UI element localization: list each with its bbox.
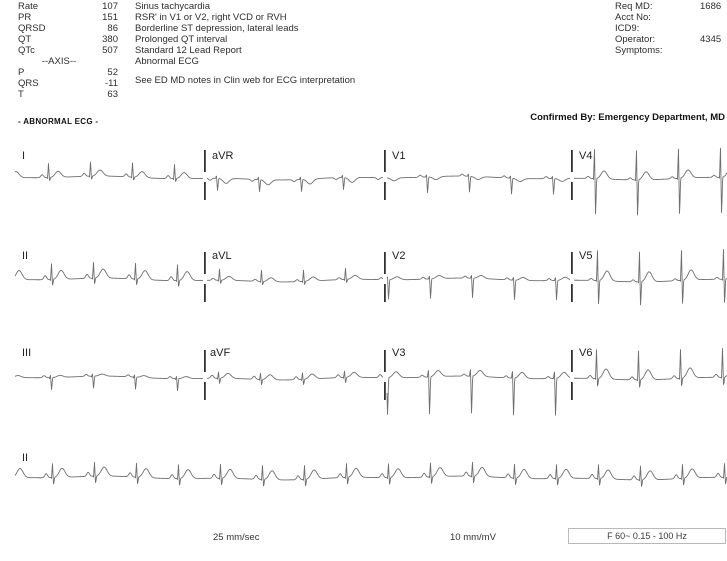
lead-trace-V4 bbox=[574, 148, 727, 215]
lead-trace-V3 bbox=[387, 370, 570, 415]
interpretation-line: RSR' in V1 or V2, right VCD or RVH bbox=[135, 12, 287, 23]
lead-separator-tick bbox=[384, 252, 386, 274]
lead-separator-tick bbox=[571, 382, 573, 400]
filter-settings-box bbox=[568, 528, 726, 544]
lead-label-III: III bbox=[22, 347, 32, 359]
lead-separator-tick bbox=[571, 252, 573, 274]
lead-separator-tick bbox=[204, 252, 206, 274]
lead-label-V3: V3 bbox=[392, 347, 406, 359]
measurement-value: 107 bbox=[102, 1, 118, 12]
measurement-label: QTc bbox=[18, 45, 35, 56]
lead-trace-V1 bbox=[387, 174, 570, 194]
admin-label: ICD9: bbox=[615, 23, 640, 34]
gain-label: 10 mm/mV bbox=[450, 532, 496, 543]
lead-trace-aVL bbox=[207, 268, 383, 284]
lead-label-aVL: aVL bbox=[212, 250, 232, 262]
measurement-value: 380 bbox=[102, 34, 118, 45]
filter-settings-label: F 60~ 0.15 - 100 Hz bbox=[607, 531, 687, 541]
measurement-label: QRSD bbox=[18, 23, 46, 34]
paper-speed-label: 25 mm/sec bbox=[213, 532, 260, 543]
interpretation-line: Prolonged QT interval bbox=[135, 34, 228, 45]
lead-trace-III bbox=[15, 374, 203, 391]
measurement-value: 63 bbox=[107, 89, 118, 100]
lead-separator-tick bbox=[384, 182, 386, 200]
interpretation-note: See ED MD notes in Clin web for ECG interpretation bbox=[135, 75, 356, 86]
lead-label-V4: V4 bbox=[579, 150, 593, 162]
admin-label: Symptoms: bbox=[615, 45, 663, 56]
lead-separator-tick bbox=[571, 284, 573, 302]
lead-separator-tick bbox=[384, 150, 386, 172]
measurement-label: QRS bbox=[18, 78, 39, 89]
admin-value: 1686 bbox=[700, 1, 722, 12]
lead-separator-tick bbox=[571, 182, 573, 200]
measurement-value: 86 bbox=[107, 23, 118, 34]
measurement-label: Rate bbox=[18, 1, 39, 12]
admin-label: Req MD: bbox=[615, 1, 653, 12]
lead-label-aVF: aVF bbox=[210, 347, 231, 359]
lead-separator-tick bbox=[571, 350, 573, 372]
lead-separator-tick bbox=[384, 284, 386, 302]
lead-trace-V6 bbox=[574, 349, 727, 388]
measurement-label: P bbox=[18, 67, 25, 78]
lead-label-aVR: aVR bbox=[212, 150, 234, 162]
lead-label-I: I bbox=[22, 150, 26, 162]
interpretation-line: Borderline ST depression, lateral leads bbox=[135, 23, 299, 34]
lead-separator-tick bbox=[204, 150, 206, 172]
measurement-value: 52 bbox=[107, 67, 118, 78]
interpretation-line: Standard 12 Lead Report bbox=[135, 45, 242, 56]
confirmed-by-label: Confirmed By: Emergency Department, MD bbox=[530, 112, 725, 123]
lead-trace-aVF bbox=[207, 371, 383, 384]
lead-label-II: II bbox=[22, 250, 29, 262]
lead-trace-V2 bbox=[387, 275, 570, 299]
measurement-value: 151 bbox=[102, 12, 118, 23]
lead-trace-II bbox=[15, 262, 203, 286]
lead-label-V1: V1 bbox=[392, 150, 406, 162]
admin-label: Operator: bbox=[615, 34, 656, 45]
lead-trace-V5 bbox=[574, 250, 727, 305]
interpretation-line: Sinus tachycardia bbox=[135, 1, 210, 12]
lead-label-V6: V6 bbox=[579, 347, 593, 359]
lead-label-II: II bbox=[22, 452, 29, 464]
abnormal-ecg-label: - ABNORMAL ECG - bbox=[18, 117, 99, 126]
admin-value: 4345 bbox=[700, 34, 722, 45]
lead-trace-I bbox=[15, 162, 203, 181]
measurement-value: 507 bbox=[102, 45, 118, 56]
lead-label-V5: V5 bbox=[579, 250, 593, 262]
lead-separator-tick bbox=[204, 284, 206, 302]
axis-header-row: --AXIS-- bbox=[41, 56, 77, 67]
admin-label: Acct No: bbox=[615, 12, 651, 23]
interpretation-line: Abnormal ECG bbox=[135, 56, 199, 67]
lead-trace-II bbox=[15, 462, 727, 486]
measurement-label: PR bbox=[18, 12, 32, 23]
measurement-label: T bbox=[18, 89, 24, 100]
lead-separator-tick bbox=[384, 350, 386, 372]
lead-separator-tick bbox=[204, 382, 206, 400]
lead-label-V2: V2 bbox=[392, 250, 406, 262]
lead-separator-tick bbox=[571, 150, 573, 172]
lead-separator-tick bbox=[204, 350, 206, 372]
lead-separator-tick bbox=[204, 182, 206, 200]
lead-separator-tick bbox=[384, 382, 386, 400]
lead-trace-aVR bbox=[207, 175, 383, 191]
measurement-value: -11 bbox=[104, 78, 118, 89]
measurement-label: QT bbox=[18, 34, 32, 45]
